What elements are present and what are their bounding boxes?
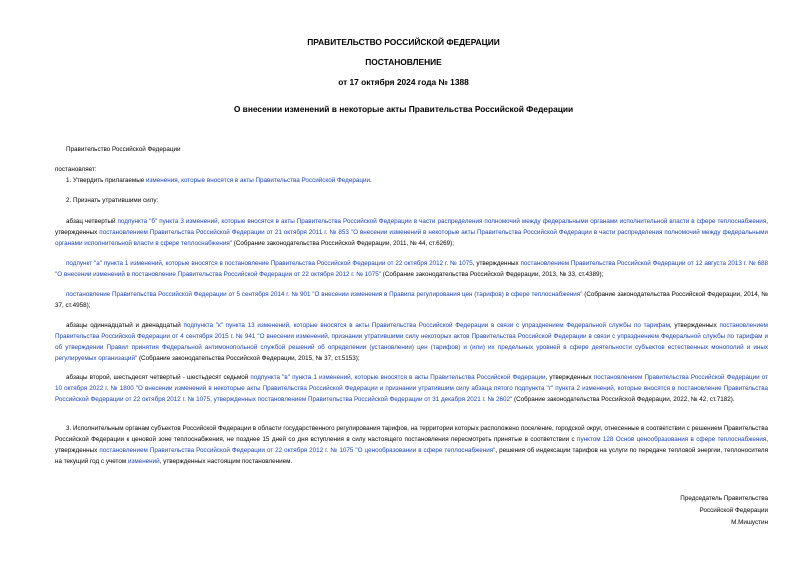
signature-organization: Российской Федерации xyxy=(699,507,768,514)
p3-link[interactable]: постановление Правительства Российской Федерации от 5 сентября 2014 г. № 901 "О внесении изменения в Правила регулирования цен (тарифов) в сфере теплоснабжения" xyxy=(66,291,583,298)
issuer-text: Правительство Российской Федерации xyxy=(66,146,181,153)
signature-position: Председатель Правительства xyxy=(680,495,768,502)
p2-link-2[interactable]: постановлением Правительства Российской Федерации от 12 августа 2013 г. № 688 "О внесении изменений в постановление Правительства Российской Федерации от 22 октября 2012 г. № 1075" xyxy=(55,260,769,278)
item-3-text-b: , утвержденных xyxy=(55,436,768,454)
p4-text-b: , утвержденных xyxy=(669,322,720,329)
item-1-suffix: . xyxy=(369,177,372,184)
p5-link-1[interactable]: подпункта "в" пункта 1 изменений, которые вносятся в акты Правительства Российской Федерации xyxy=(250,374,546,381)
p1-link-2[interactable]: постановлением Правительства Российской Федерации от 21 октября 2011 г. № 853 "О внесении изменений в некоторые акты Правительства Российской Федерации в части распределения полномочий между федеральными органами исполнительной власти в сфере теплоснабжения" xyxy=(55,229,768,247)
repeal-paragraph-3 xyxy=(55,289,768,311)
repeal-paragraph-4 xyxy=(55,320,768,364)
p4-link-1[interactable]: подпункта "к" пункта 13 изменений, которые вносятся в акты Правительства Российской Федерации в связи с упразднением Федеральной службы по тарифам xyxy=(183,322,670,329)
repeal-paragraph-2 xyxy=(55,258,768,280)
p4-text-a: абзацы одиннадцатый и двенадцатый xyxy=(66,322,184,329)
date-number-heading: от 17 октября 2024 года № 1388 xyxy=(338,77,469,87)
item-3-text-d: , утвержденных настоящим постановлением. xyxy=(159,458,293,465)
item-1-prefix: 1. Утвердить прилагаемые xyxy=(66,177,146,184)
signature-name: М.Мишустин xyxy=(731,519,768,526)
p5-text-a: абзацы второй, шестьдесят четвертый - шестьдесят седьмой xyxy=(66,374,251,381)
item-3-link-1[interactable]: пунктом 128 Основ ценообразования в сфере теплоснабжения xyxy=(577,436,767,443)
item-1 xyxy=(66,176,372,186)
p4-link-2[interactable]: постановлением Правительства Российской Федерации от 4 сентября 2015 г. № 941 "О внесении изменений, признании утратившими силу некоторых актов Правительства Российской Федерации в связи с упразднением Федеральной службы по тарифам и об утверждении Правил принятия Федеральной антимонопольной службой решений об определении (установлении) цен (тарифов) и (или) их предельных уровней в сфере деятельности субъектов естественных монополий и иных регулируемых организаций" xyxy=(55,322,768,362)
repeal-paragraph-5 xyxy=(55,372,768,405)
p5-text-c: (Собрание законодательства Российской Федерации, 2022, № 42, ст.7182). xyxy=(512,396,735,403)
government-heading: ПРАВИТЕЛЬСТВО РОССИЙСКОЙ ФЕДЕРАЦИИ xyxy=(307,37,500,47)
signature-block xyxy=(680,493,768,529)
p1-text-a: абзац четвертый xyxy=(66,218,118,225)
p5-link-2[interactable]: постановлением Правительства Российской Федерации от 10 октября 2022 г. № 1800 "О внесении изменений в некоторые акты Правительства Российской Федерации и признании утратившим силу абзаца пятого подпункта "г" пункта 2 изменений, которые вносятся в постановление Правительства Российской Федерации от 22 октября 2012 г. № 1075, утвержденных постановлением Правительства Российской Федерации от 31 декабря 2021 г. № 2602" xyxy=(55,374,768,403)
p3-text-a: (Собрание законодательства Российской Федерации, 2014, № 37, ст.4958); xyxy=(55,291,769,309)
document-type-heading: ПОСТАНОВЛЕНИЕ xyxy=(365,57,442,67)
p1-link-1[interactable]: подпункта "б" пункта 3 изменений, которые вносятся в акты Правительства Российской Федерации в части распределения полномочий между федеральными органами исполнительной власти в сфере теплоснабжения xyxy=(117,218,767,225)
item-1-link[interactable]: изменения, которые вносятся в акты Правительства Российской Федерации xyxy=(146,177,370,184)
item-3 xyxy=(55,423,768,467)
document-title: О внесении изменений в некоторые акты Правительства Российской Федерации xyxy=(233,104,574,114)
p1-text-b: , утвержденных xyxy=(55,218,768,236)
p2-link-1[interactable]: подпункт "а" пункта 1 изменений, которые вносятся в постановление Правительства Российской Федерации от 22 октября 2012 г. № 1075 xyxy=(66,260,473,267)
decree-text: постановляет: xyxy=(55,166,97,173)
repeal-paragraph-1 xyxy=(55,216,768,249)
p2-text-b: (Собрание законодательства Российской Федерации, 2013, № 33, ст.4389); xyxy=(381,271,604,278)
item-3-link-2[interactable]: постановлением Правительства Российской Федерации от 22 октября 2012 г. № 1075 "О ценообразовании в сфере теплоснабжения" xyxy=(99,447,496,454)
p4-text-c: (Собрание законодательства Российской Федерации, 2015, № 37, ст.5153); xyxy=(137,355,360,362)
p2-text-a: , утвержденных xyxy=(472,260,521,267)
p5-text-b: , утвержденных xyxy=(545,374,594,381)
item-3-link-3[interactable]: изменений xyxy=(127,458,160,465)
item-2: 2. Признать утратившими силу: xyxy=(66,197,159,204)
item-3-text-c: , решения об индексации тарифов на услуги по передаче тепловой энергии, теплоносителя на текущий год с учетом xyxy=(55,447,768,465)
item-3-text-a: 3. Исполнительным органам субъектов Российской Федерации в области государственного регулирования тарифов, на территории которых расположено поселение, городской округ, отнесенные в соответствии с решением Правительства Российской Федерации к ценовой зоне теплоснабжения, не позднее 15 дней со дня вступления в силу настоящего постановления пересмотреть принятые в соответствии с xyxy=(55,425,768,443)
p1-text-c: (Собрание законодательства Российской Федерации, 2011, № 44, ст.6269); xyxy=(232,240,454,247)
